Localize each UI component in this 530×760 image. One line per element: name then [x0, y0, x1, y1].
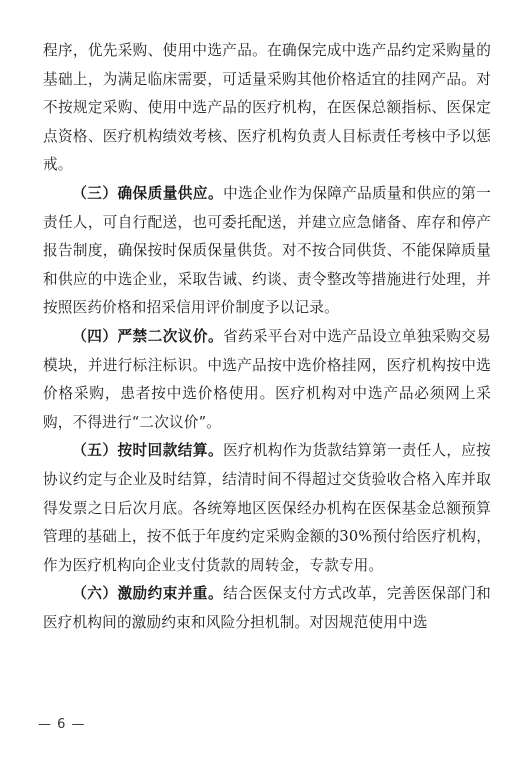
- paragraph-incentives-constraints: [43, 580, 491, 637]
- section-heading: （五）按时回款结算。: [72, 442, 224, 460]
- section-heading: （六）激励约束并重。: [72, 585, 224, 603]
- section-heading: （四）严禁二次议价。: [72, 327, 224, 345]
- paragraph-text: 结合医保支付方式改革，完善医保部门和医疗机构间的激励约束和风险分担机制。对因规范使用中选: [43, 585, 491, 631]
- paragraph-continuation: [43, 37, 491, 180]
- paragraph-payment-settlement: [43, 437, 491, 580]
- paragraph-text: 医疗机构作为货款结算第一责任人，应按协议约定与企业及时结算，结清时间不得超过交货验收合格入库并取得发票之日后次月底。各统筹地区医保经办机构在医保基金总额预算管理的基础上，按不低于年度约定采购金额的30%预付给医疗机构，作为医疗机构向企业支付货款的周转金，专款专用。: [43, 442, 491, 574]
- paragraph-quality-supply: [43, 180, 491, 323]
- paragraph-text: 省药采平台对中选产品设立单独采购交易模块，并进行标注标识。中选产品按中选价格挂网，医疗机构按中选价格采购，患者按中选价格使用。医疗机构对中选产品必须网上采购，不得进行“二次议价”。: [43, 327, 491, 431]
- body-text: [43, 37, 491, 637]
- paragraph-text: 中选企业作为保障产品质量和供应的第一责任人，可自行配送，也可委托配送，并建立应急储备、库存和停产报告制度，确保按时保质保量供货。对不按合同供货、不能保障质量和供应的中选企业，采取告诫、约谈、责令整改等措施进行处理，并按照医药价格和招采信用评价制度予以记录。: [43, 184, 491, 317]
- page-number: — 6 —: [38, 717, 86, 732]
- section-heading: （三）确保质量供应。: [72, 184, 224, 202]
- paragraph-no-second-bargaining: [43, 323, 491, 437]
- paragraph-text: 程序，优先采购、使用中选产品。在确保完成中选产品约定采购量的基础上，为满足临床需要，可适量采购其他价格适宜的挂网产品。对不按规定采购、使用中选产品的医疗机构，在医保总额指标、医保定点资格、医疗机构绩效考核、医疗机构负责人目标责任考核中予以惩戒。: [43, 42, 491, 174]
